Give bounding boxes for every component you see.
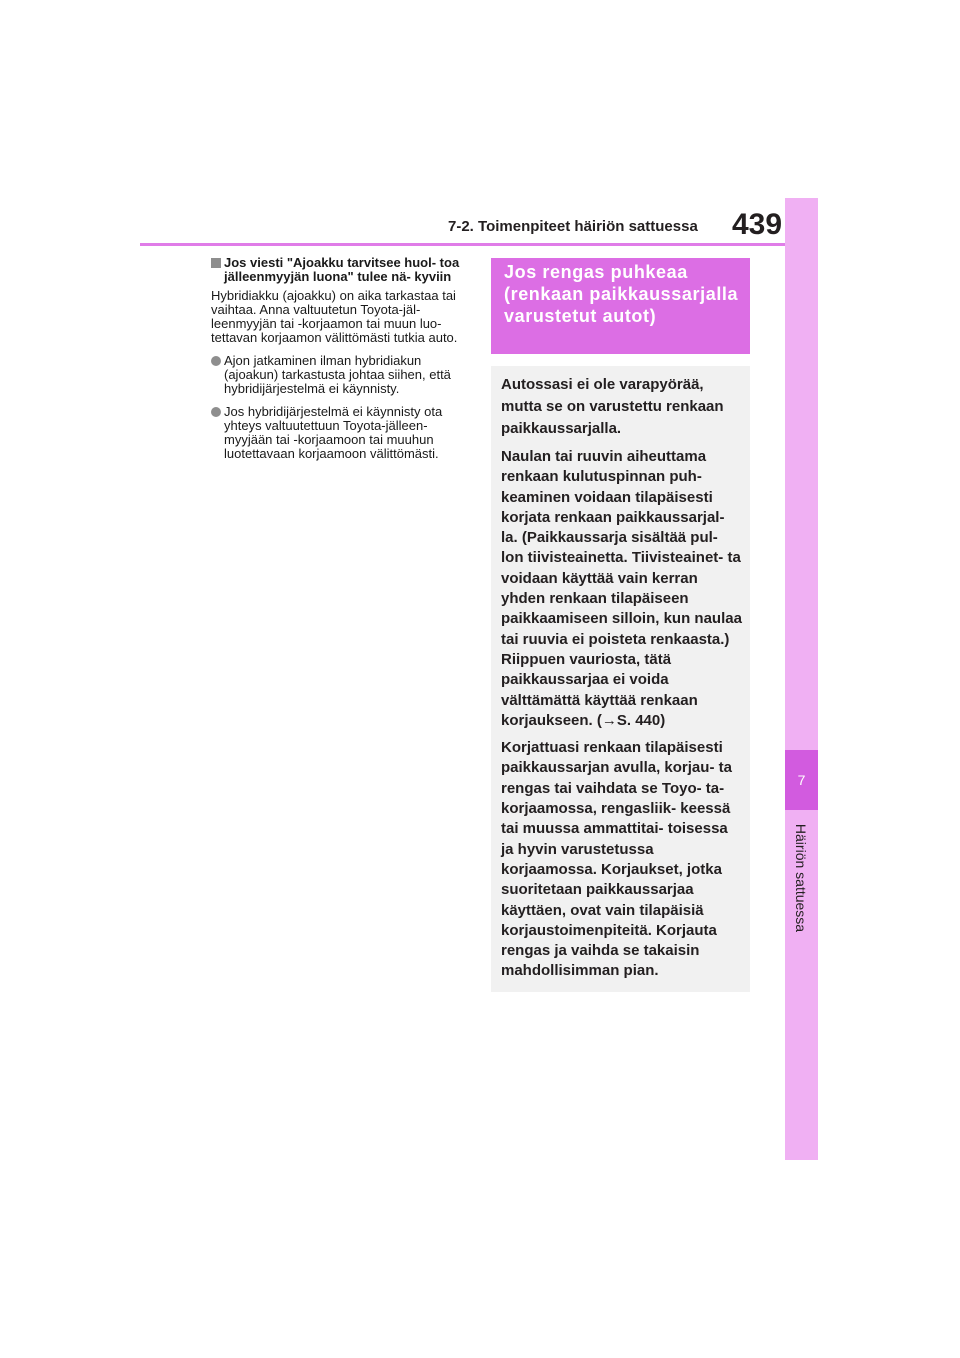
header-rule: [140, 243, 785, 246]
chapter-title: Häiriön sattuessa: [793, 823, 809, 933]
page-number: 439: [732, 208, 783, 241]
info-paragraph: Korjattuasi renkaan tilapäisesti paikkaussarjan avulla, korjau- ta rengas tai vaihdata se Toyo- ta-korjaamossa, rengasliik- keessä tai muussa ammattitai- toisessa ja hyvin varustetussa korjaamossa. Korjaukset, jotka suoritetaan paikkaussarjaa käyttäen, ovat vain tilapäisiä korjaustoimenpiteitä. Korjauta rengas ja vaihda se takaisin mahdollisimman pian.: [501, 739, 732, 980]
heading-block: [211, 256, 467, 284]
circle-bullet-icon: [211, 407, 221, 417]
circle-bullet-icon: [211, 356, 221, 366]
section-title: 7-2. Toimenpiteet häiriön sattuessa: [448, 218, 698, 235]
info-box: [491, 366, 750, 992]
section-heading-box: Jos rengas puhkeaa (renkaan paikkaussarjalla varustetut autot): [491, 258, 750, 354]
chapter-number[interactable]: 7: [785, 750, 818, 810]
list-item: [211, 405, 467, 461]
list-item-text: Jos hybridijärjestelmä ei käynnisty ota yhteys valtuutettuun Toyota-jälleen- myyjään tai -korjaamoon tai muuhun luotettavaan korjaamoon välittömästi.: [224, 404, 443, 461]
square-bullet-icon: [211, 258, 221, 268]
list-item: [211, 354, 467, 396]
info-paragraph: Autossasi ei ole varapyörää, mutta se on varustettu renkaan paikkaussarjalla.: [501, 376, 724, 437]
side-tab: [785, 198, 818, 1160]
right-column: [491, 258, 750, 992]
list-item-text: Ajon jatkaminen ilman hybridiakun (ajoakun) tarkastusta johtaa siihen, että hybridijärjestelmä ei käynnisty.: [224, 353, 451, 396]
heading: Jos viesti "Ajoakku tarvitsee huol- toa jälleenmyyjän luona" tulee nä- kyviin: [224, 255, 460, 284]
left-column: [211, 256, 467, 461]
paragraph: Hybridiakku (ajoakku) on aika tarkastaa tai vaihtaa. Anna valtuutetun Toyota-jäl- leenmyyjän tai -korjaamon tai muun luo- tettavan korjaamon välittömästi tutkia auto.: [211, 288, 458, 345]
info-paragraph: Naulan tai ruuvin aiheuttama renkaan kulutuspinnan puh- keaminen voidaan tilapäisesti korjata renkaan paikkaussarjal- la. (Paikkaussarja sisältää pul- lon tiivisteainetta. Tiivisteainet- ta voidaan käyttää vain kerran yhden renkaan tilapäiseen paikkaamiseen silloin, kun naulaa tai ruuvia ei poisteta renkaasta.) Riippuen vauriosta, tätä paikkaussarjaa ei voida välttämättä käyttää renkaan korjaukseen. (→S. 440): [501, 448, 742, 729]
